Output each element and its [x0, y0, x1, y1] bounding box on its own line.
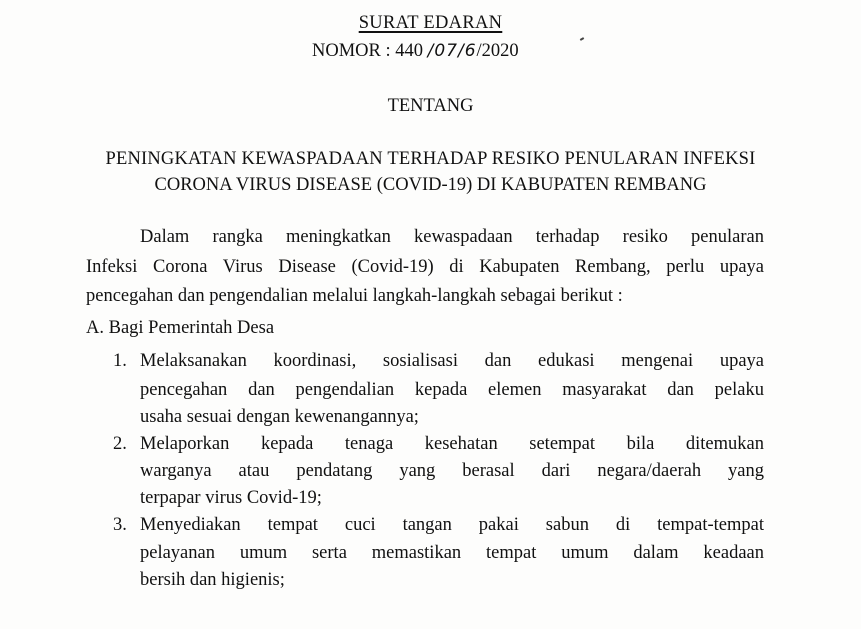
subject-line-2: CORONA VIRUS DISEASE (COVID-19) DI KABUPATEN REMBANG [154, 175, 707, 195]
list-item-line: terpapar virus Covid-19; [140, 488, 322, 508]
document-number-handwritten: /07/6 [427, 41, 477, 61]
intro-line-3: pencegahan dan pengendalian melalui langkah-langkah sebagai berikut : [86, 286, 623, 306]
list-item-line: warganya atau pendatang yang berasal dari negara/daerah yang [140, 461, 764, 481]
pen-mark [580, 37, 584, 41]
list-item-line: pelayanan umum serta memastikan tempat umum dalam keadaan [140, 543, 764, 563]
document-number-label: NOMOR : 440 [312, 41, 424, 61]
list-item-line: Melaporkan kepada tenaga kesehatan setempat bila ditemukan [140, 434, 764, 454]
list-item-line: pencegahan dan pengendalian kepada elemen masyarakat dan pelaku [140, 380, 764, 400]
list-item-line: usaha sesuai dengan kewenangannya; [140, 407, 419, 427]
list-item-line: bersih dan higienis; [140, 570, 285, 590]
list-item-line: Melaksanakan koordinasi, sosialisasi dan edukasi mengenai upaya [140, 351, 764, 371]
document-title: SURAT EDARAN [358, 13, 503, 33]
list-item-number: 3. [113, 515, 127, 535]
document-number [312, 40, 519, 62]
section-a-heading: A. Bagi Pemerintah Desa [86, 318, 275, 338]
intro-line-2: Infeksi Corona Virus Disease (Covid-19) di Kabupaten Rembang, perlu upaya [86, 257, 764, 277]
list-item-line: Menyediakan tempat cuci tangan pakai sabun di tempat-tempat [140, 515, 764, 535]
tentang-heading: TENTANG [387, 96, 474, 116]
subject-line-1: PENINGKATAN KEWASPADAAN TERHADAP RESIKO PENULARAN INFEKSI [105, 149, 756, 169]
list-item-number: 1. [113, 351, 127, 371]
list-item-number: 2. [113, 434, 127, 454]
intro-line-1: Dalam rangka meningkatkan kewaspadaan terhadap resiko penularan [140, 227, 764, 247]
document-number-suffix: /2020 [476, 41, 519, 61]
